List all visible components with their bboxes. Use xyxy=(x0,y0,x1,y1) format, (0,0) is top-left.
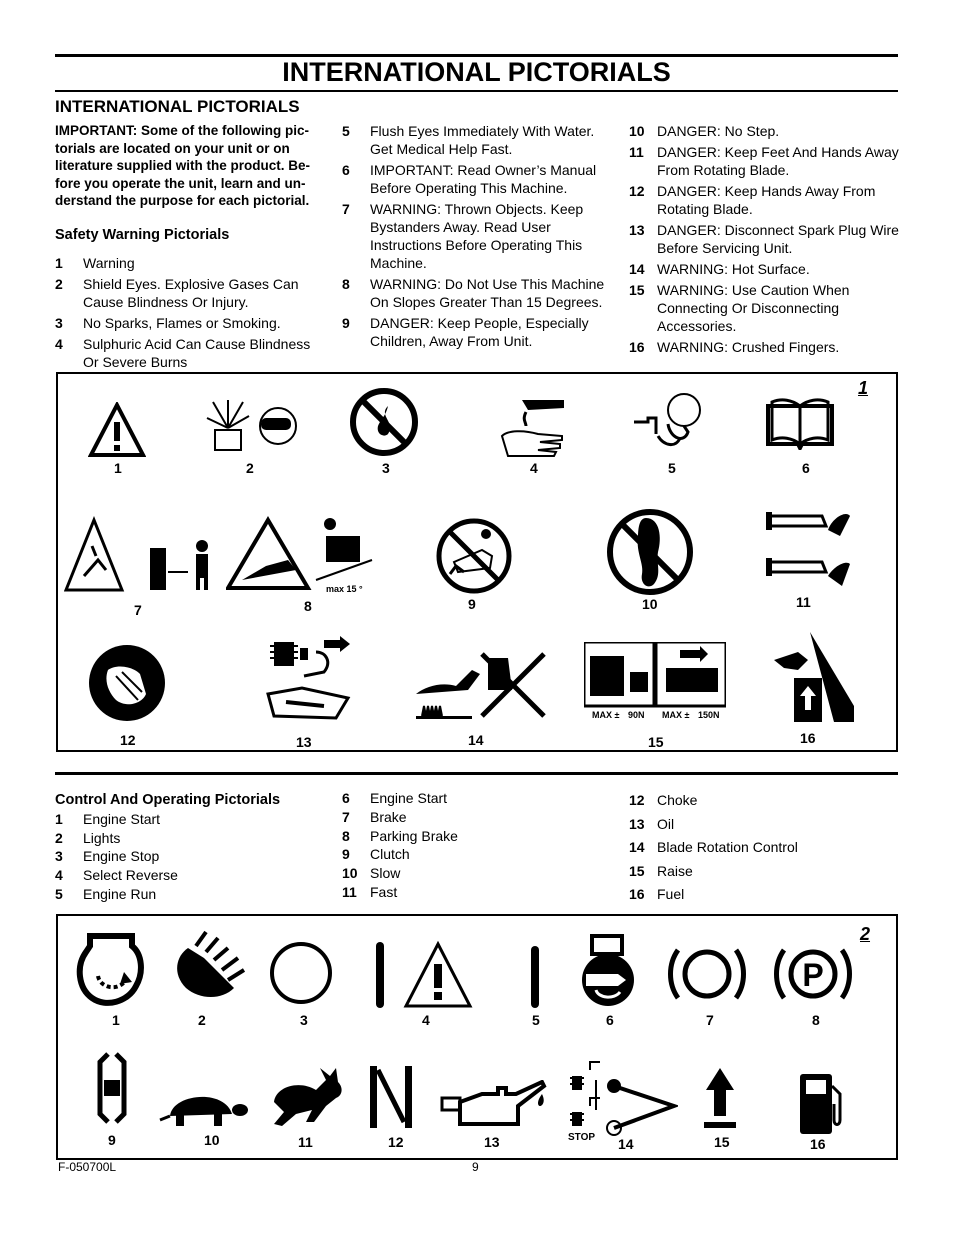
pictorial-label: 6 xyxy=(802,460,810,476)
pictorial-label: 2 xyxy=(198,1012,206,1028)
list-item: 10 DANGER: No Step. xyxy=(629,123,780,139)
list-item: 9 DANGER: Keep People, Especially Children, Away From Unit. xyxy=(342,315,589,349)
svg-text:MAX ± 90N: MAX ± 90N xyxy=(592,710,645,720)
slope-warning-icon xyxy=(226,516,376,596)
select-reverse-icon xyxy=(374,940,474,1012)
text-column-3 xyxy=(629,122,899,359)
figure-number: 1 xyxy=(858,378,869,398)
list-item: 6 IMPORTANT: Read Owner’s Manual Before Operating This Machine. xyxy=(342,162,597,196)
acid-burn-icon xyxy=(498,396,568,460)
pictorial-label: 16 xyxy=(800,730,816,746)
list-item: 1 Engine Start xyxy=(55,810,161,827)
warning-triangle-icon xyxy=(88,402,146,458)
keep-children-away-icon xyxy=(434,516,514,596)
pictorial-label: 13 xyxy=(296,734,312,750)
fuel-pump-icon xyxy=(796,1072,846,1138)
lights-icon xyxy=(172,928,248,1004)
control-heading: Control And Operating Pictorials xyxy=(55,792,281,808)
document-code: F-050700L xyxy=(58,1160,117,1174)
pictorial-label: 5 xyxy=(668,460,676,476)
max-label-left: MAX xyxy=(592,710,612,720)
force-label-right: 150N xyxy=(697,710,720,720)
pictorial-label: 14 xyxy=(468,732,484,748)
list-item: 12 DANGER: Keep Hands Away From Rotating Blade. xyxy=(629,183,876,217)
pictorial-label: 1 xyxy=(114,460,122,476)
no-flames-icon xyxy=(348,386,420,458)
blade-rotation-control-icon xyxy=(566,1056,678,1142)
pictorial-label: 10 xyxy=(204,1132,220,1148)
pictorial-label: 15 xyxy=(714,1134,730,1150)
list-item: 7 Brake xyxy=(342,808,407,825)
pictorial-label: 16 xyxy=(810,1136,826,1152)
choke-icon xyxy=(366,1064,416,1130)
list-item: 8 WARNING: Do Not Use This Machine On Slopes Greater Than 15 Degrees. xyxy=(342,276,605,310)
raise-icon xyxy=(702,1066,738,1132)
list-item: 5 Flush Eyes Immediately With Water. Get Medical Help Fast. xyxy=(342,123,595,157)
title-underline xyxy=(55,90,898,92)
pictorial-label: 4 xyxy=(530,460,538,476)
pictorial-label: 3 xyxy=(300,1012,308,1028)
slow-turtle-icon xyxy=(158,1080,248,1130)
svg-text:MAX ± 150N: MAX ± 150N xyxy=(662,710,720,720)
pictorial-label: 11 xyxy=(796,594,811,610)
text-column-1 xyxy=(55,122,327,374)
list-item: 9 Clutch xyxy=(342,846,410,863)
pictorial-label: 11 xyxy=(298,1134,313,1150)
pictorial-label: 9 xyxy=(468,596,476,612)
oil-can-icon xyxy=(438,1080,550,1134)
list-item: 2 Lights xyxy=(55,829,121,846)
intro-paragraph: IMPORTANT: Some of the following pic- torials are located on your unit or on literature supplied with the product. Be- fore you operate the unit, learn and un- derstand the purpose for each pictorial. xyxy=(55,123,311,208)
list-item: 15 WARNING: Use Caution When Connecting Or Disconnecting Accessories. xyxy=(629,282,850,334)
pictorial-label: 8 xyxy=(304,598,312,614)
list-item: 3 No Sparks, Flames or Smoking. xyxy=(55,314,281,331)
control-column-3 xyxy=(629,789,899,907)
fast-rabbit-icon xyxy=(266,1066,346,1130)
slope-limit-text: max 15 ° xyxy=(326,584,363,594)
pictorial-label: 12 xyxy=(388,1134,404,1150)
engine-start-icon xyxy=(76,932,146,1012)
pictorial-label: 3 xyxy=(382,460,390,476)
list-item: 6 Engine Start xyxy=(342,790,448,806)
max-label-right: MAX xyxy=(662,710,682,720)
stop-text: STOP xyxy=(568,1132,596,1142)
list-item: 11 Fast xyxy=(342,883,398,900)
section-title: INTERNATIONAL PICTORIALS xyxy=(55,97,300,116)
disconnect-spark-plug-icon xyxy=(264,632,356,720)
pictorial-label: 15 xyxy=(648,734,664,750)
safety-heading: Safety Warning Pictorials xyxy=(55,226,230,243)
pictorial-label: 14 xyxy=(618,1136,634,1152)
force-label-left: 90N xyxy=(627,710,645,720)
engine-start-key-icon xyxy=(578,934,638,1010)
pictorial-label: 5 xyxy=(532,1012,540,1028)
list-item: 4 Sulphuric Acid Can Cause Blindness Or Severe Burns xyxy=(55,335,311,370)
shield-eyes-explosion-icon xyxy=(203,398,303,454)
control-pictorials-figure xyxy=(56,914,898,1160)
list-item: 16 WARNING: Crushed Fingers. xyxy=(629,339,840,355)
figure-number: 2 xyxy=(860,924,871,944)
pictorial-label: 7 xyxy=(706,1012,714,1028)
list-item: 7 WARNING: Thrown Objects. Keep Bystanders Away. Read User Instructions Before Operating This Machine. xyxy=(342,201,584,271)
list-item: 13 Oil xyxy=(629,815,675,832)
engine-run-icon xyxy=(528,944,542,1010)
safety-pictorials-figure xyxy=(56,372,898,752)
list-item: 13 DANGER: Disconnect Spark Plug Wire Before Servicing Unit. xyxy=(629,222,899,256)
pictorial-label: 6 xyxy=(606,1012,614,1028)
hand-blade-icon xyxy=(86,642,168,724)
pictorial-label: 1 xyxy=(112,1012,120,1028)
pictorial-label: 7 xyxy=(134,602,142,618)
control-column-2 xyxy=(342,789,614,902)
list-item: 14 Blade Rotation Control xyxy=(629,839,798,855)
pictorial-label: 2 xyxy=(246,460,254,476)
pictorial-label: 8 xyxy=(812,1012,820,1028)
pictorial-label: 13 xyxy=(484,1134,500,1150)
read-manual-icon xyxy=(764,396,836,450)
list-item: 3 Engine Stop xyxy=(55,848,160,865)
clutch-icon xyxy=(94,1050,130,1126)
list-item: 11 DANGER: Keep Feet And Hands Away From Rotating Blade. xyxy=(629,144,899,178)
rotating-blade-feet-hands-icon xyxy=(762,506,854,594)
no-step-icon xyxy=(606,508,694,596)
pictorial-label: 9 xyxy=(108,1132,116,1148)
list-item: 5 Engine Run xyxy=(55,885,157,902)
page-title: INTERNATIONAL PICTORIALS xyxy=(282,57,671,87)
list-item: 16 Fuel xyxy=(629,886,685,902)
list-item: 8 Parking Brake xyxy=(342,827,458,844)
list-item: 15 Raise xyxy=(629,862,693,879)
parking-brake-icon xyxy=(774,944,852,1004)
text-column-2 xyxy=(342,122,614,353)
list-item: 2 Shield Eyes. Explosive Gases Can Cause Blindness Or Injury. xyxy=(55,275,299,310)
list-item: 1 Warning xyxy=(55,254,135,271)
brake-icon xyxy=(668,944,746,1004)
hot-surface-icon xyxy=(412,650,552,720)
flush-eyes-icon xyxy=(628,388,708,458)
list-item: 10 Slow xyxy=(342,865,401,882)
pictorial-label: 10 xyxy=(642,596,658,612)
list-item: 12 Choke xyxy=(629,792,698,808)
page-number: 9 xyxy=(472,1160,479,1174)
engine-stop-icon xyxy=(268,940,334,1006)
pictorial-label: 12 xyxy=(120,732,136,748)
section-divider xyxy=(55,772,898,775)
crushed-fingers-icon xyxy=(770,630,856,724)
thrown-objects-icon xyxy=(64,516,214,594)
accessory-connection-icon xyxy=(584,642,726,722)
list-item: 14 WARNING: Hot Surface. xyxy=(629,261,810,277)
parking-letter: P xyxy=(802,957,824,993)
control-column-1 xyxy=(55,791,327,904)
pictorial-label: 4 xyxy=(422,1012,430,1028)
list-item: 4 Select Reverse xyxy=(55,867,178,884)
